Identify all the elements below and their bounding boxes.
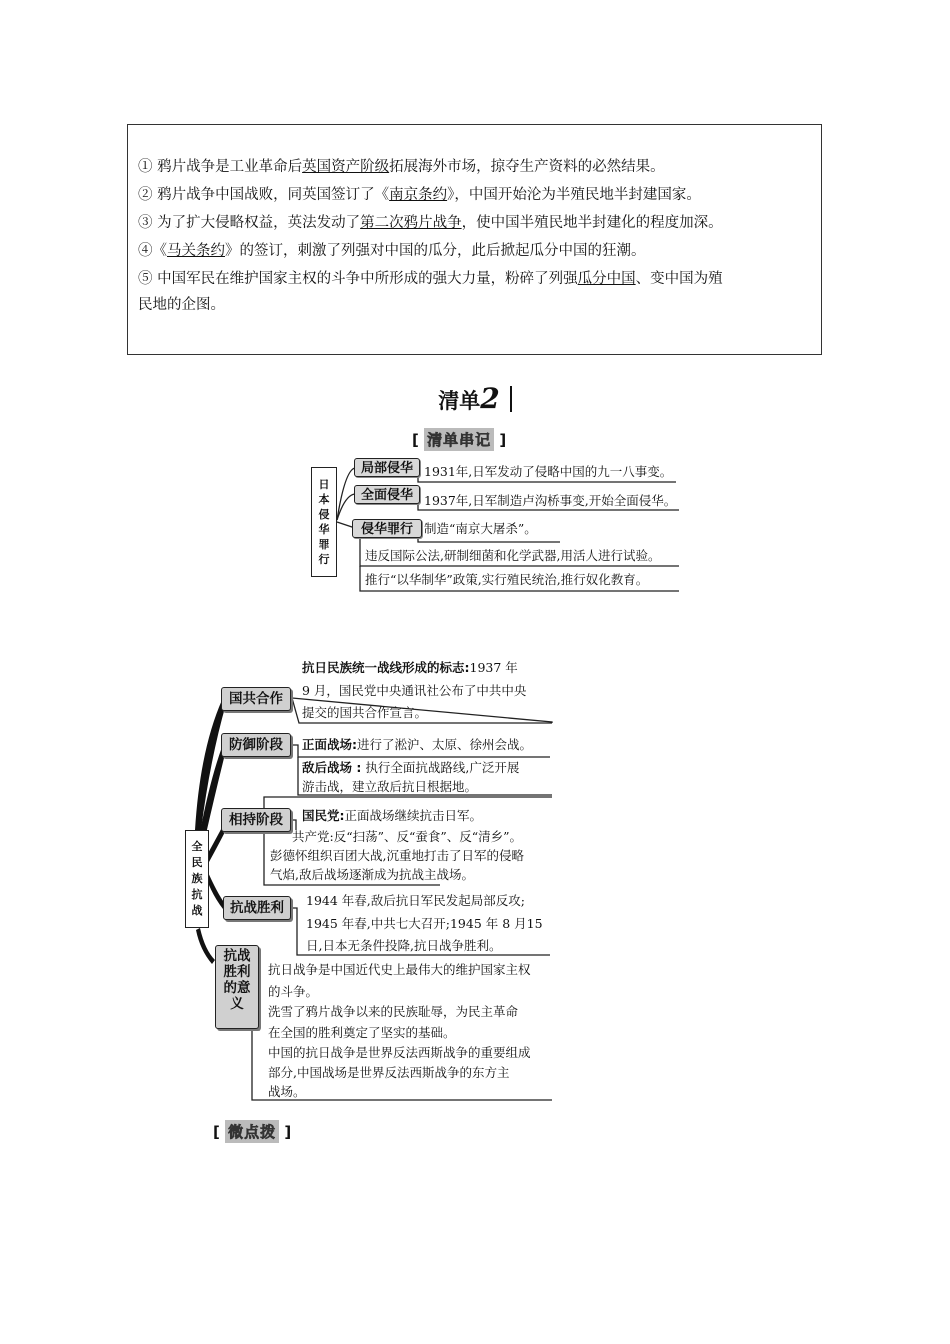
- map1-node-full-invasion: 全面侵华: [354, 485, 420, 504]
- section-title-text: 清单: [438, 389, 481, 413]
- map2-leaf-rear-battlefield-2: 游击战，建立敌后抗日根据地。: [302, 779, 478, 794]
- map2-root: 全 民 族 抗 战: [185, 830, 209, 928]
- map2-leaf-1944: 1944 年春,敌后抗日军民发起局部反攻;: [306, 893, 525, 908]
- map2-leaf-cpc: 共产党:反“扫荡”、反“蚕食”、反“清乡”。: [292, 829, 523, 844]
- summary-item-3: ③ 为了扩大侵略权益，英法发动了第二次鸦片战争，使中国半殖民地半封建化的程度加深。: [138, 215, 723, 231]
- map1-node-local-invasion: 局部侵华: [354, 458, 420, 477]
- map1-node-crimes: 侵华罪行: [352, 519, 422, 538]
- map1-leaf-colonial-rule: 推行“以华制华”政策,实行殖民统治,推行奴化教育。: [365, 572, 649, 587]
- map2-leaf-united-front-1: 抗日民族统一战线形成的标志:1937 年: [302, 660, 518, 675]
- map1-root: 日 本 侵 华 罪 行: [311, 467, 337, 577]
- section-subtitle: [ 清单串记 ]: [412, 428, 506, 451]
- map2-leaf-significance-6: 部分,中国战场是世界反法西斯战争的东方主: [268, 1065, 510, 1080]
- summary-item-2: ② 鸦片战争中国战败，同英国签订了《南京条约》，中国开始沦为半殖民地半封建国家。: [138, 187, 701, 203]
- map2-node-defensive-stage: 防御阶段: [221, 733, 291, 757]
- map1-leaf-1931: 1931年,日军发动了侵略中国的九一八事变。: [424, 464, 673, 479]
- summary-item-1: ① 鸦片战争是工业革命后英国资产阶级拓展海外市场，掠夺生产资料的必然结果。: [138, 159, 665, 175]
- map2-leaf-hundred-regiments-2: 气焰,敌后战场逐渐成为抗战主战场。: [270, 867, 474, 882]
- map2-leaf-significance-3: 洗雪了鸦片战争以来的民族耻辱，为民主革命: [268, 1004, 519, 1019]
- section-number: 2: [480, 382, 500, 415]
- tip-header: [ 微点拨 ]: [213, 1120, 291, 1143]
- map2-node-kmt-cpc-cooperation: 国共合作: [221, 687, 291, 711]
- summary-item-4: ④《马关条约》的签订，刺激了列强对中国的瓜分，此后掀起瓜分中国的狂潮。: [138, 243, 646, 259]
- map2-leaf-significance-7: 战场。: [268, 1084, 306, 1099]
- map2-leaf-hundred-regiments-1: 彭德怀组织百团大战,沉重地打击了日军的侵略: [270, 848, 524, 863]
- map2-leaf-kmt: 国民党:正面战场继续抗击日军。: [302, 808, 483, 823]
- map1-leaf-1937: 1937年,日军制造卢沟桥事变,开始全面侵华。: [424, 493, 677, 508]
- map2-leaf-front-battlefield: 正面战场:进行了淞沪、太原、徐州会战。: [302, 737, 533, 752]
- map1-leaf-weapons: 违反国际公法,研制细菌和化学武器,用活人进行试验。: [365, 548, 661, 563]
- map2-leaf-significance-2: 的斗争。: [268, 984, 319, 999]
- map2-leaf-surrender: 日,日本无条件投降,抗日战争胜利。: [306, 938, 502, 953]
- map2-node-stalemate-stage: 相持阶段: [221, 808, 291, 832]
- summary-item-5: ⑤ 中国军民在维护国家主权的斗争中所形成的强大力量，粉碎了列强瓜分中国、变中国为殖: [138, 271, 723, 287]
- map2-leaf-united-front-3: 提交的国共合作宣言。: [302, 705, 428, 720]
- summary-item-5-cont: 民地的企图。: [138, 297, 225, 313]
- map2-leaf-1945-spring: 1945 年春,中共七大召开;1945 年 8 月15: [306, 916, 543, 931]
- map2-leaf-significance-4: 在全国的胜利奠定了坚实的基础。: [268, 1025, 456, 1040]
- map2-leaf-significance-5: 中国的抗日战争是世界反法西斯战争的重要组成: [268, 1045, 531, 1060]
- map2-node-victory: 抗战胜利: [223, 896, 291, 920]
- map1-leaf-nanjing: 制造“南京大屠杀”。: [424, 521, 537, 536]
- map2-leaf-significance-1: 抗日战争是中国近代史上最伟大的维护国家主权: [268, 962, 531, 977]
- map2-leaf-united-front-2: 9 月，国民党中央通讯社公布了中共中央: [302, 683, 527, 698]
- map2-node-significance: 抗战 胜利 的意 义: [215, 945, 259, 1029]
- map2-leaf-rear-battlefield-1: 敌后战场 : 执行全面抗战路线,广泛开展: [302, 760, 520, 775]
